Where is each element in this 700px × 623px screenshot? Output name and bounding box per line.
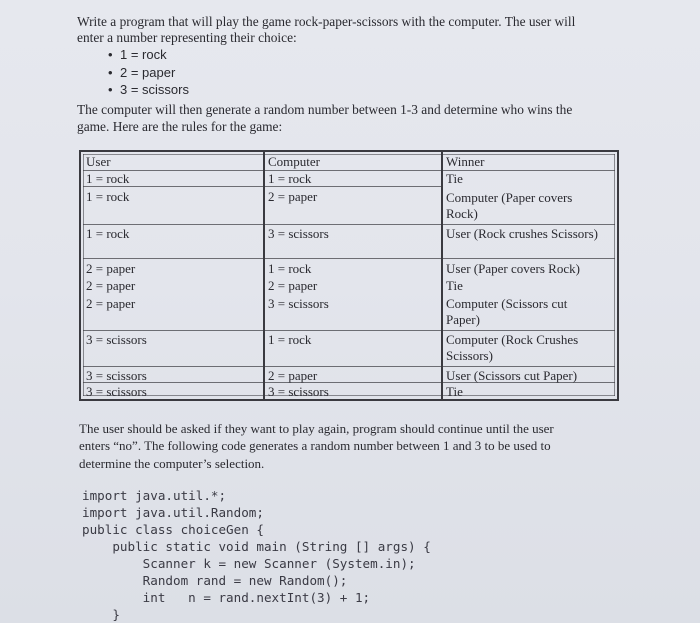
choice-rock: • 1 = rock [120,46,167,63]
code-line-1: import java.util.*; [82,488,227,503]
outro-line-3: determine the computer’s selection. [79,456,265,471]
table-row-4-user: 2 = paper [86,261,136,276]
header-user: User [86,154,111,169]
intro-line-2: enter a number representing their choice: [77,30,297,45]
header-computer: Computer [268,154,320,169]
table-row-1-winner: Tie [446,171,463,186]
table-row-7-computer: 1 = rock [268,332,312,347]
table-row-5-winner: Tie [446,278,463,293]
table-row-9-winner: Tie [446,384,463,399]
table-row-1-computer: 1 = rock [268,171,312,186]
code-line-7: int n = rand.nextInt(3) + 1; [82,590,371,605]
table-row-5-computer: 2 = paper [268,278,318,293]
table-row-9-user: 3 = scissors [86,384,147,399]
table-row-6-computer: 3 = scissors [268,296,329,311]
choice-scissors: • 3 = scissors [120,81,189,98]
table-row-1-user: 1 = rock [86,171,130,186]
table-row-4-winner: User (Paper covers Rock) [446,261,580,276]
code-line-8: } [82,607,120,622]
code-line-3: public class choiceGen { [82,522,264,537]
table-row-6-winner: Computer (Scissors cut Paper) [446,296,568,327]
table-row-3-user: 1 = rock [86,226,130,241]
code-line-2: import java.util.Random; [82,505,264,520]
code-line-6: Random rand = new Random(); [82,573,348,588]
outro-line-1: The user should be asked if they want to play again, program should continue until the user [79,421,554,436]
table-row-4-computer: 1 = rock [268,261,312,276]
intro-line-3: The computer will then generate a random number between 1-3 and determine who wins the [77,102,573,117]
intro-line-1: Write a program that will play the game rock-paper-scissors with the computer. The user will [77,14,576,29]
table-row-7-winner: Computer (Rock Crushes Scissors) [446,332,579,363]
outro-line-2: enters “no”. The following code generates a random number between 1 and 3 to be used to [79,438,551,453]
code-line-4: public static void main (String [] args) { [82,539,431,554]
table-row-2-user: 1 = rock [86,189,130,204]
rules-table [79,150,619,401]
table-row-2-winner: Computer (Paper covers Rock) [446,190,573,221]
table-row-8-winner: User (Scissors cut Paper) [446,368,578,383]
table-row-3-winner: User (Rock crushes Scissors) [446,226,599,241]
code-line-5: Scanner k = new Scanner (System.in); [82,556,416,571]
table-row-9-computer: 3 = scissors [268,384,329,399]
table-row-5-user: 2 = paper [86,278,136,293]
intro-line-4: game. Here are the rules for the game: [77,119,283,134]
table-row-2-computer: 2 = paper [268,189,318,204]
header-winner: Winner [446,154,485,169]
table-row-3-computer: 3 = scissors [268,226,329,241]
table-row-8-user: 3 = scissors [86,368,147,383]
choice-paper: • 2 = paper [120,64,175,81]
table-row-6-user: 2 = paper [86,296,136,311]
table-row-7-user: 3 = scissors [86,332,147,347]
table-row-8-computer: 2 = paper [268,368,318,383]
